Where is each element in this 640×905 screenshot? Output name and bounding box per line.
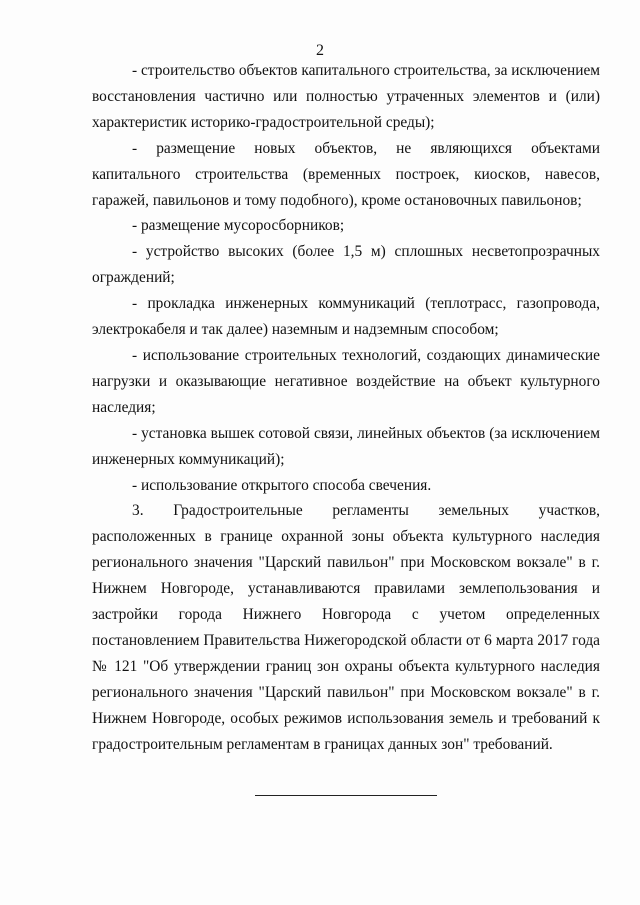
end-divider-line [255, 795, 437, 796]
page-number: 2 [316, 42, 324, 59]
paragraph-garbage-collectors: - размещение мусоросборников; [132, 217, 345, 235]
paragraph-cell-towers: - установка вышек сотовой связи, линейных объектов (за исключением инженерных коммуникаций); [92, 424, 600, 468]
paragraph-open-lighting: - использование открытого способа свечения. [132, 476, 432, 494]
paragraph-construction-restriction: - строительство объектов капитального строительства, за исключением восстановления частично или полностью утраченных элементов и (или) характеристик историко-градостроительной среды); [92, 62, 601, 131]
paragraph-high-fences: - устройство высоких (более 1,5 м) сплошных несветопрозрачных ограждений; [92, 243, 600, 287]
paragraph-urban-planning-regulations: 3. Градостроительные регламенты земельных участков, расположенных в границе охранной зоны объекта культурного наследия регионального значения "Царский павильон" при Московском вокзале" в г. Нижнем Новгороде, устанавливаются правилами землепользования и застройки города Нижнего Новгорода с учетом определенных постановлением Правительства Нижегородской области от 6 марта 2017 года № 121 "Об утверждении границ зон охраны объекта культурного наследия регионального значения "Царский павильон" при Московском вокзале" в г. Нижнем Новгороде, особых режимов использования земель и требований к градостроительным регламентам в границах данных зон" требований. [92, 502, 600, 753]
paragraph-temporary-objects: - размещение новых объектов, не являющихся объектами капитального строительства (временных построек, киосков, навесов, гаражей, павильонов и тому подобного), кроме остановочных павильонов; [92, 139, 600, 209]
paragraph-construction-technologies: - использование строительных технологий, создающих динамические нагрузки и оказывающие негативное воздействие на объект культурного наследия; [92, 346, 600, 416]
paragraph-engineering-communications: - прокладка инженерных коммуникаций (теплотрасс, газопровода, электрокабеля и так далее) наземным и надземным способом; [92, 295, 600, 339]
document-body [92, 58, 600, 757]
